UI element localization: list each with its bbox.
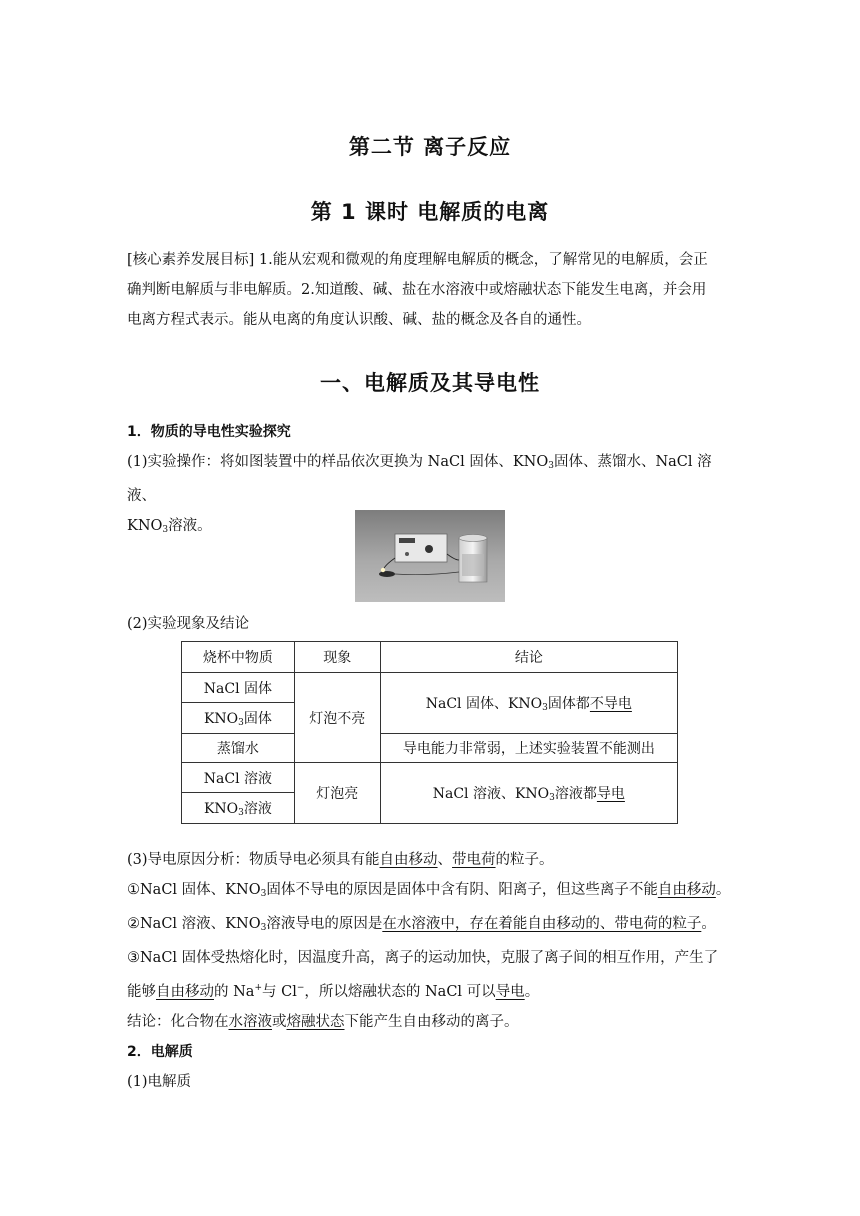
table-cell: $KNO_3$固体 xyxy=(182,703,295,734)
table-cell: NaCl 固体 xyxy=(182,673,295,703)
table-cell: NaCl 溶液 xyxy=(182,763,295,793)
analysis-line: (3)导电原因分析：物质导电必须具有能自由移动、带电荷的粒子。 xyxy=(127,852,554,868)
table-row xyxy=(182,642,678,673)
objectives-label: [核心素养发展目标] xyxy=(127,252,255,268)
analysis-section xyxy=(127,845,737,1097)
table-cell: 灯泡亮 xyxy=(294,763,380,824)
table-cell: NaCl 固体、$KNO_3$固体都不导电 xyxy=(380,673,677,734)
table-cell: 蒸馏水 xyxy=(182,734,295,763)
part-title: 一、电解质及其导电性 xyxy=(320,371,540,395)
section-title: 第二节 离子反应 xyxy=(348,135,512,159)
analysis-line: ①NaCl 固体、$KNO_3$固体不导电的原因是固体中含有阴、阳离子，但这些离子不能自由移动。 xyxy=(127,882,731,899)
subsection-title: 2．电解质 xyxy=(127,1044,193,1060)
operation-line: $KNO_3$溶液。 xyxy=(127,518,212,535)
table-header: 结论 xyxy=(380,642,677,673)
analysis-line: ②NaCl 溶液、$KNO_3$溶液导电的原因是在水溶液中，存在着能自由移动的、带电荷的粒子。 xyxy=(127,916,716,933)
conclusion-line: 结论：化合物在水溶液或熔融状态下能产生自由移动的离子。 xyxy=(127,1014,519,1030)
table-header: 现象 xyxy=(294,642,380,673)
table-row xyxy=(182,673,678,703)
results-title: (2)实验现象及结论 xyxy=(127,616,250,632)
analysis-line: ③NaCl 固体受热熔化时，因温度升高，离子的运动加快，克服了离子间的相互作用，产生了 xyxy=(127,950,719,966)
lesson-title: 第 1 课时 电解质的电离 xyxy=(310,200,550,224)
subsection-title: 1．物质的导电性实验探究 xyxy=(127,424,291,440)
analysis-line: 能够自由移动的 Na+与 Cl−，所以熔融状态的 NaCl 可以导电。 xyxy=(127,983,540,1000)
table-cell: NaCl 溶液、$KNO_3$溶液都导电 xyxy=(380,763,677,824)
objectives-paragraph: [核心素养发展目标] 1.能从宏观和微观的角度理解电解质的概念，了解常见的电解质，会正 确判断电解质与非电解质。2.知道酸、碱、盐在水溶液中或熔融状态下能发生电离，并会用 电离方程式表示。能从电离的角度认识酸、碱、盐的概念及各自的通性。 xyxy=(127,252,708,328)
table-header: 烧杯中物质 xyxy=(182,642,295,673)
table-row xyxy=(182,763,678,793)
operation-line: (1)实验操作：将如图装置中的样品依次更换为 NaCl 固体、$KNO_3$固体、蒸馏水、NaCl 溶液、 xyxy=(127,454,712,504)
apparatus-photo xyxy=(355,510,505,602)
results-table xyxy=(181,641,678,824)
table-cell: $KNO_3$溶液 xyxy=(182,793,295,824)
table-row xyxy=(182,734,678,763)
table-cell: 灯泡不亮 xyxy=(294,673,380,763)
sub-heading: (1)电解质 xyxy=(127,1074,192,1090)
table-cell: 导电能力非常弱，上述实验装置不能测出 xyxy=(380,734,677,763)
